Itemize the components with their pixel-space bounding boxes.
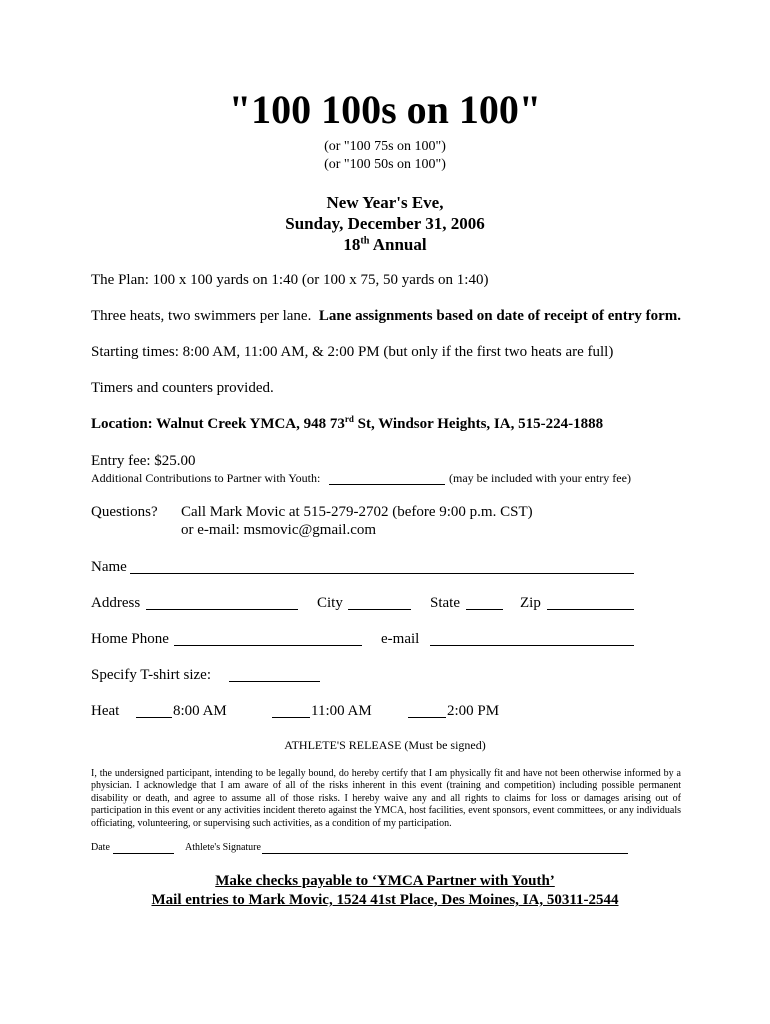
heat-2-checkline[interactable] [272, 717, 310, 718]
home-phone-label: Home Phone [91, 631, 169, 647]
annual-word: Annual [372, 235, 427, 254]
annual-line [0, 235, 770, 255]
name-input-line[interactable] [130, 573, 634, 574]
date-label: Date [91, 842, 110, 853]
location-text: Location: Walnut Creek YMCA, 948 73 [91, 416, 345, 432]
mailing-address: Mail entries to Mark Movic, 1524 41st Place, Des Moines, IA, 50311-2544 [151, 892, 619, 908]
heat-2-time: 11:00 AM [311, 703, 372, 719]
annual-suffix: th [360, 235, 370, 247]
heat-3-time: 2:00 PM [447, 703, 500, 719]
heats-line [91, 308, 681, 325]
tshirt-input-line[interactable] [229, 681, 320, 682]
contribution-label: Additional Contributions to Partner with Youth: [91, 471, 321, 485]
alternate-distance-2: (or "100 50s on 100") [324, 157, 446, 172]
signature-input-line[interactable] [262, 853, 628, 854]
questions-label: Questions? [91, 504, 158, 520]
starting-times: Starting times: 8:00 AM, 11:00 AM, & 2:00 PM (but only if the first two heats are full) [91, 344, 614, 360]
date-input-line[interactable] [113, 853, 174, 854]
annual-number: 18 [343, 235, 361, 254]
timers-note: Timers and counters provided. [91, 380, 274, 396]
questions-phone: Call Mark Movic at 515-279-2702 (before 9:00 p.m. CST) [181, 504, 533, 520]
lane-assignment-note: Lane assignments based on date of receipt of entry form. [318, 308, 682, 324]
heat-3-checkline[interactable] [408, 717, 446, 718]
state-input-line[interactable] [466, 609, 503, 610]
city-label: City [317, 595, 343, 611]
contribution-note: (may be included with your entry fee) [449, 471, 631, 485]
alternate-distance-1: (or "100 75s on 100") [324, 139, 446, 154]
heats-text: Three heats, two swimmers per lane. [91, 308, 312, 324]
email-label: e-mail [381, 631, 420, 647]
location-line [91, 416, 603, 433]
heat-1-checkline[interactable] [136, 717, 172, 718]
signature-label: Athlete's Signature [185, 842, 261, 853]
release-heading: ATHLETE'S RELEASE (Must be signed) [284, 738, 486, 752]
event-line-1: New Year's Eve, [326, 193, 444, 212]
location-address: St, Windsor Heights, IA, 515-224-1888 [353, 416, 604, 432]
home-phone-input-line[interactable] [174, 645, 362, 646]
heat-label: Heat [91, 703, 120, 719]
address-input-line[interactable] [146, 609, 298, 610]
name-label: Name [91, 559, 127, 575]
heat-1-time: 8:00 AM [173, 703, 227, 719]
plan-text: The Plan: 100 x 100 yards on 1:40 (or 100 x 75, 50 yards on 1:40) [91, 272, 489, 288]
location-suffix: rd [344, 414, 354, 424]
release-text: I, the undersigned participant, intending to be legally bound, do hereby certify that I am physically fit and have not been otherwise informed by a physician. I acknowledge that I am aware of all of the risks inherent in this event (training and competition) including possible permanent disability or death, and agree to assume all of those risks. I hereby waive any and all rights to claims for loss or damages arising out of participation in this event or any activities incident thereto against the YMCA, host facilities, event sponsors, event committees, or any individuals officiating, volunteering, or supervising such activities, as a condition of my participation. [91, 768, 681, 829]
zip-input-line[interactable] [547, 609, 634, 610]
email-input-line[interactable] [430, 645, 634, 646]
address-label: Address [91, 595, 141, 611]
checks-payable-note: Make checks payable to ‘YMCA Partner with Youth’ [215, 873, 555, 889]
state-label: State [430, 595, 460, 611]
questions-email: or e-mail: msmovic@gmail.com [181, 522, 377, 538]
event-date: Sunday, December 31, 2006 [285, 214, 485, 233]
zip-label: Zip [520, 595, 541, 611]
city-input-line[interactable] [348, 609, 411, 610]
entry-fee: Entry fee: $25.00 [91, 453, 196, 469]
page-title: "100 100s on 100" [228, 87, 542, 132]
contribution-input-line[interactable] [329, 484, 445, 485]
tshirt-label: Specify T-shirt size: [91, 667, 211, 683]
